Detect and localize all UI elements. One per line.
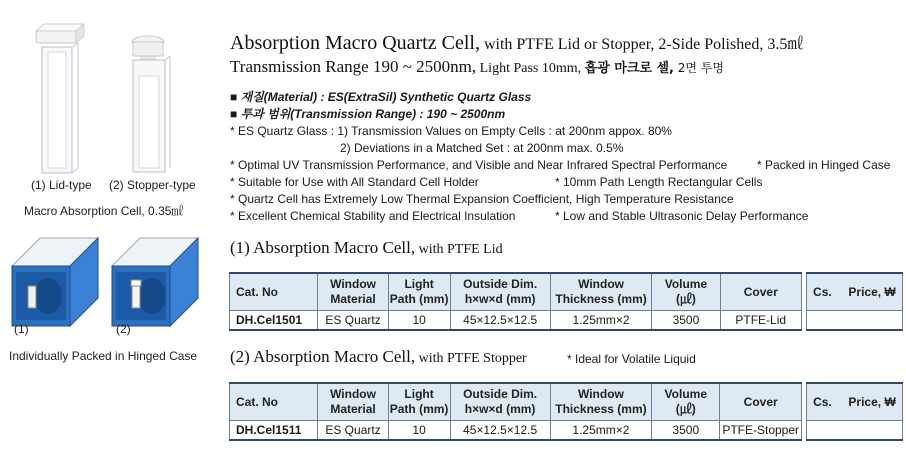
product-title-rest: with PTFE Lid or Stopper, 2-Side Polished, 3.5㎖ [479, 36, 804, 53]
header-light-path: Light Path (mm) [388, 273, 450, 311]
case-caption: Individually Packed in Hinged Case [9, 349, 198, 363]
hinged-case-image-2 [112, 238, 198, 326]
header-cat-no: Cat. No [230, 383, 318, 421]
header-volume: Volume (㎕) [652, 383, 720, 421]
product-subtitle [230, 57, 724, 77]
product-subtitle-korean-rest: 2면 투명 [673, 61, 725, 75]
cell-caption: Macro Absorption Cell, 0.35㎖ [24, 204, 184, 218]
spec-feature-4b: * Low and Stable Ultrasonic Delay Performance [555, 209, 809, 223]
product-illustrations [0, 0, 220, 459]
table-row: DH.Cel1511 ES Quartz 10 45×12.5×12.5 1.25mm×2 3500 PTFE-Stopper [230, 421, 903, 441]
header-window-material: Window Material [318, 383, 388, 421]
spec-es-glass-1: * ES Quartz Glass : 1) Transmission Values on Empty Cells : at 200nm appox. 80% [230, 124, 672, 138]
section-2-title: (2) Absorption Macro Cell, with PTFE Stopper [230, 347, 527, 366]
catalog-table-2 [229, 382, 903, 441]
spec-feature-2b: * 10mm Path Length Rectangular Cells [555, 175, 763, 189]
lid-type-cell-image [36, 24, 84, 173]
product-subtitle-rest: Light Pass 10mm, [476, 61, 585, 76]
header-window-material: Window Material [318, 273, 388, 311]
header-cs-price: Cs. Price, ₩ [806, 383, 902, 421]
product-subtitle-main: Transmission Range 190 ~ 2500nm, [230, 57, 477, 76]
header-volume: Volume (㎕) [652, 273, 720, 311]
product-subtitle-korean: 흡광 마크로 셀, [584, 61, 674, 76]
spec-transmission: ■ 투과 범위(Transmission Range) : 190 ~ 2500nm [230, 107, 506, 121]
table-row: DH.Cel1501 ES Quartz 10 45×12.5×12.5 1.25mm×2 3500 PTFE-Lid [230, 311, 903, 331]
header-cs-price: Cs. Price, ₩ [806, 273, 902, 311]
header-outside-dim: Outside Dim. h×w×d (mm) [450, 383, 550, 421]
stopper-type-caption: (2) Stopper-type [109, 178, 196, 192]
lid-type-caption: (1) Lid-type [31, 178, 92, 192]
spec-feature-2a: * Suitable for Use with All Standard Cell Holder [230, 175, 479, 189]
header-outside-dim: Outside Dim. h×w×d (mm) [450, 273, 550, 311]
header-window-thickness: Window Thickness (mm) [550, 273, 652, 311]
spec-feature-1a: * Optimal UV Transmission Performance, and Visible and Near Infrared Spectral Performance [230, 158, 728, 172]
catalog-table-1 [229, 272, 903, 331]
header-cover: Cover [720, 383, 802, 421]
header-cover: Cover [720, 273, 801, 311]
section-2-note: * Ideal for Volatile Liquid [567, 352, 696, 366]
case-1-label: (1) [14, 322, 29, 336]
spec-feature-1b: * Packed in Hinged Case [757, 158, 891, 172]
product-title [230, 31, 803, 55]
spec-es-glass-2: 2) Deviations in a Matched Set : at 200nm max. 0.5% [340, 141, 624, 155]
spec-material: ■ 재질(Material) : ES(ExtraSil) Synthetic Quartz Glass [230, 90, 532, 104]
spec-feature-4a: * Excellent Chemical Stability and Electrical Insulation [230, 209, 516, 223]
stopper-type-cell-image [132, 36, 170, 172]
section-1-title: (1) Absorption Macro Cell, with PTFE Lid [230, 238, 503, 257]
spec-feature-3: * Quartz Cell has Extremely Low Thermal Expansion Coefficient, High Temperature Resistance [230, 192, 734, 206]
case-2-label: (2) [116, 322, 131, 336]
header-light-path: Light Path (mm) [388, 383, 450, 421]
hinged-case-image-1 [12, 238, 98, 326]
header-window-thickness: Window Thickness (mm) [550, 383, 652, 421]
header-cat-no: Cat. No [230, 273, 318, 311]
product-title-main: Absorption Macro Quartz Cell, [230, 32, 480, 54]
